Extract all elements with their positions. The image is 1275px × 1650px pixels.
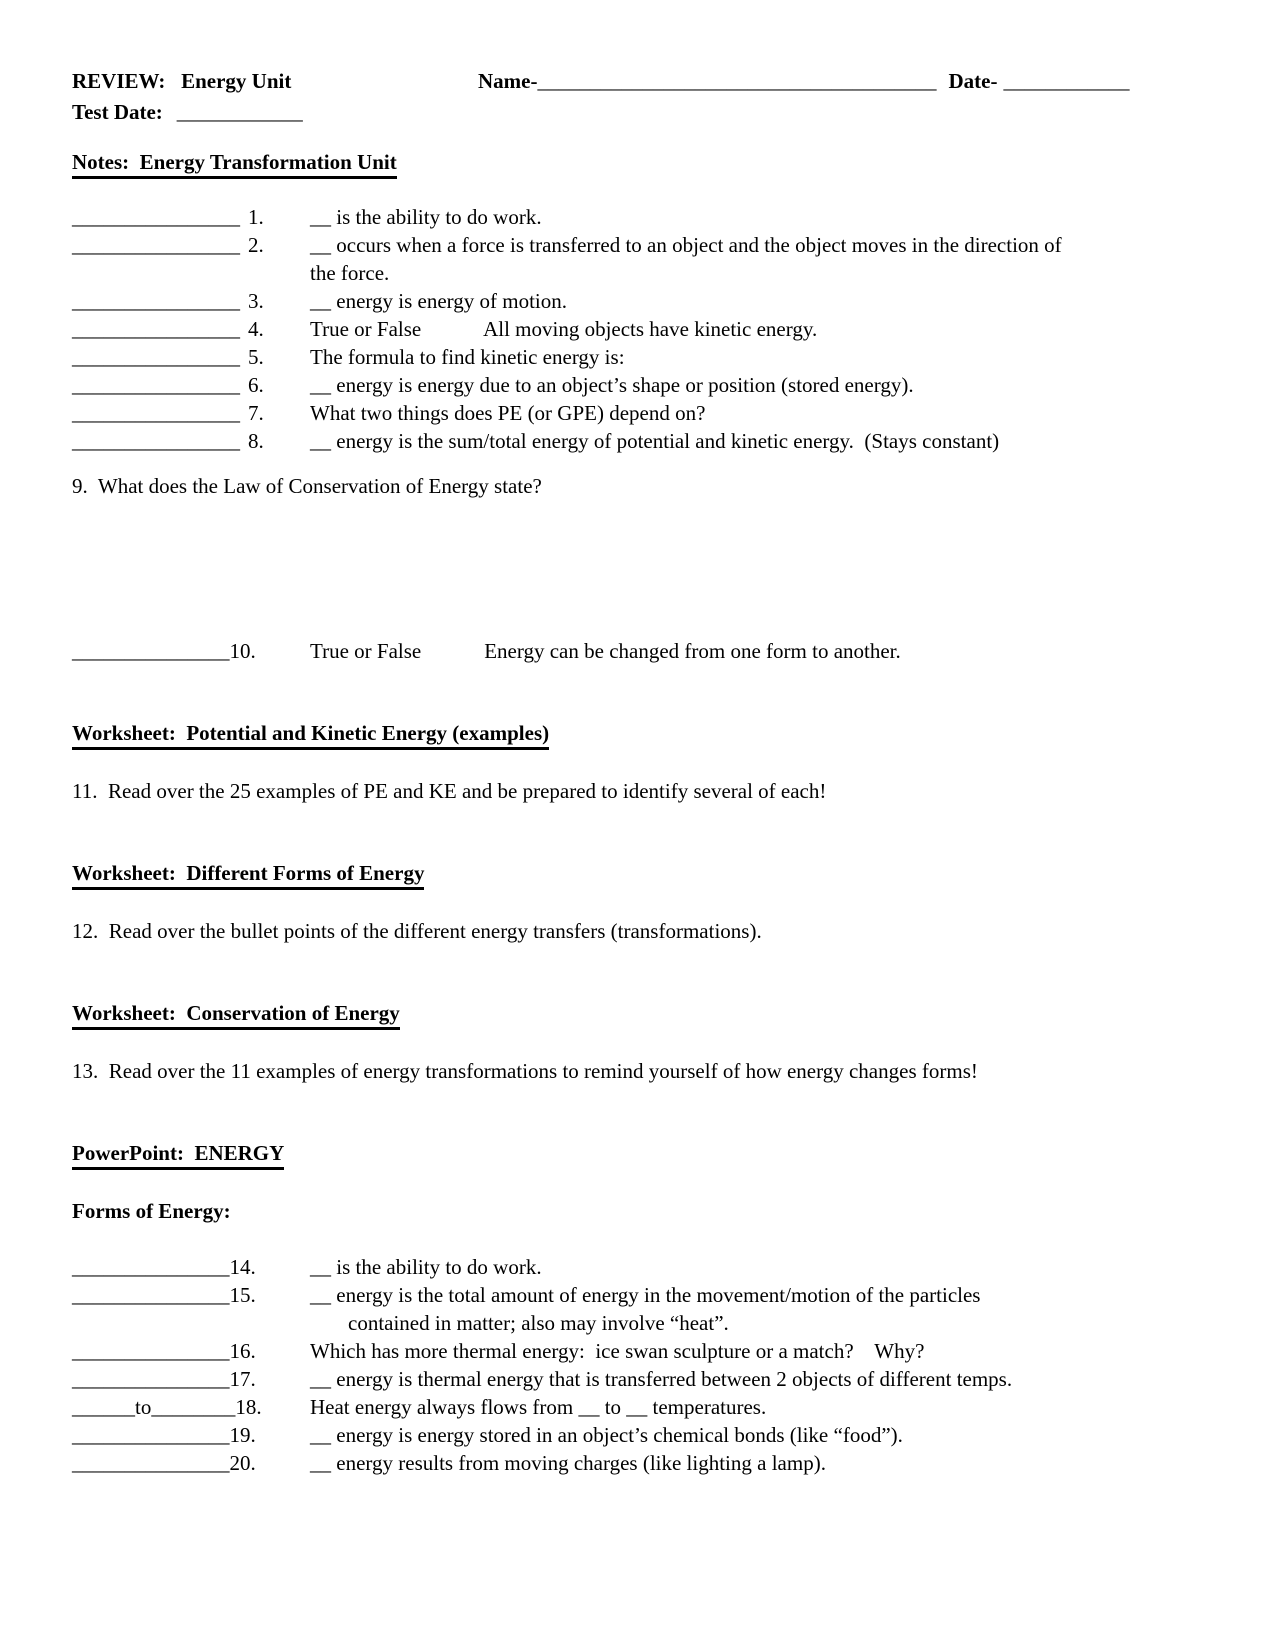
answer-blank: _______________ (72, 1283, 230, 1307)
answer-area (72, 1337, 310, 1365)
question-item-16 (72, 1337, 1245, 1365)
answer-area (72, 343, 310, 371)
question-text (310, 1281, 1245, 1337)
answer-area (72, 1365, 310, 1393)
question-item-13: 13. Read over the 11 examples of energy transformations to remind yourself of how energy changes forms! (72, 1059, 978, 1083)
question-item-3 (72, 287, 1245, 315)
answer-blank: ______to________ (72, 1395, 236, 1419)
question-number: 16. (229, 1339, 256, 1363)
question-number: 15. (229, 1283, 256, 1307)
doc-title: REVIEW: Energy Unit (72, 69, 292, 93)
section-heading-potential-kinetic (72, 719, 1245, 750)
question-text-line: __ occurs when a force is transferred to an object and the object moves in the direction of (310, 233, 1062, 257)
question-item-11: 11. Read over the 25 examples of PE and KE and be prepared to identify several of each! (72, 779, 827, 803)
answer-blank: _______________ (72, 1255, 230, 1279)
answer-blank: ________________ (72, 373, 240, 397)
test-date-label: Test Date: (72, 100, 163, 124)
answer-area (72, 371, 310, 399)
name-blank: ______________________________________ (537, 69, 937, 93)
question-number: 7. (248, 401, 264, 425)
question-text-line-2: contained in matter; also may involve “heat”. (348, 1311, 729, 1335)
answer-area (72, 399, 310, 427)
question-text (310, 287, 1245, 315)
answer-area (72, 1253, 310, 1281)
section-heading-text: Worksheet: Conservation of Energy (72, 999, 400, 1030)
question-text (310, 371, 1245, 399)
answer-area (72, 1449, 310, 1477)
answer-blank: ________________ (72, 289, 240, 313)
answer-area (72, 231, 310, 287)
answer-blank: ________________ (72, 429, 240, 453)
forms-of-energy-heading: Forms of Energy: (72, 1199, 231, 1223)
section-heading-conservation (72, 999, 1245, 1030)
question-text-line: __ energy is the sum/total energy of potential and kinetic energy. (Stays constant) (310, 429, 1000, 453)
question-item-14 (72, 1253, 1245, 1281)
section-heading-text: PowerPoint: ENERGY (72, 1139, 284, 1170)
question-text-line: __ energy is energy stored in an object’s chemical bonds (like “food”). (310, 1423, 903, 1447)
question-text-line: True or False All moving objects have kinetic energy. (310, 317, 818, 341)
question-text (310, 315, 1245, 343)
question-item-7 (72, 399, 1245, 427)
question-text (310, 637, 1245, 665)
question-text (310, 1449, 1245, 1477)
question-number: 18. (235, 1395, 262, 1419)
question-number: 5. (248, 345, 264, 369)
question-item-1 (72, 203, 1245, 231)
answer-blank: _______________ (72, 1451, 230, 1475)
question-item-10 (72, 637, 1245, 665)
answer-area (72, 203, 310, 231)
section-heading-different-forms (72, 859, 1245, 890)
section-heading-text: Worksheet: Different Forms of Energy (72, 859, 424, 890)
forms-question-list (72, 1253, 1245, 1477)
question-text (310, 1253, 1245, 1281)
question-text-line: __ energy is thermal energy that is transferred between 2 objects of different temps. (310, 1367, 1013, 1391)
section-heading-text: Worksheet: Potential and Kinetic Energy (examples) (72, 719, 549, 750)
date-label: Date- (948, 69, 998, 93)
answer-blank: ________________ (72, 345, 240, 369)
answer-area (72, 287, 310, 315)
question-text-line-2: the force. (310, 261, 390, 285)
question-text-line: __ is the ability to do work. (310, 205, 542, 229)
question-item-19 (72, 1421, 1245, 1449)
test-date-row (72, 97, 1245, 128)
name-label: Name- (478, 69, 538, 93)
question-item-5 (72, 343, 1245, 371)
notes-heading-text: Notes: Energy Transformation Unit (72, 148, 397, 179)
question-text-line: __ energy is energy of motion. (310, 289, 568, 313)
question-item-20 (72, 1449, 1245, 1477)
question-item-6 (72, 371, 1245, 399)
answer-blank: _______________ (72, 1423, 230, 1447)
answer-blank: _______________ (72, 1367, 230, 1391)
answer-area (72, 637, 310, 665)
answer-blank: _______________ (72, 639, 230, 663)
header-row (72, 66, 1245, 97)
answer-area (72, 315, 310, 343)
question-text (310, 427, 1245, 455)
question-text-line: True or False Energy can be changed from one form to another. (310, 639, 901, 663)
question-text (310, 343, 1245, 371)
question-number: 17. (229, 1367, 256, 1391)
notes-question-list (72, 203, 1245, 455)
question-text-line: What two things does PE (or GPE) depend on? (310, 401, 706, 425)
question-text-line: Which has more thermal energy: ice swan sculpture or a match? Why? (310, 1339, 925, 1363)
question-text-line: __ energy is the total amount of energy in the movement/motion of the particles (310, 1283, 981, 1307)
question-item-2 (72, 231, 1245, 287)
question-number: 10. (229, 639, 256, 663)
answer-area (72, 1421, 310, 1449)
question-text-line: Heat energy always flows from __ to __ temperatures. (310, 1395, 767, 1419)
answer-blank: ________________ (72, 233, 240, 257)
question-number: 2. (248, 233, 264, 257)
question-number: 4. (248, 317, 264, 341)
question-item-18 (72, 1393, 1245, 1421)
question-number: 6. (248, 373, 264, 397)
answer-area (72, 427, 310, 455)
question-item-15 (72, 1281, 1245, 1337)
test-date-blank: ____________ (176, 100, 303, 124)
question-number: 19. (229, 1423, 256, 1447)
question-text (310, 1365, 1245, 1393)
question-number: 8. (248, 429, 264, 453)
question-text-line: __ energy results from moving charges (like lighting a lamp). (310, 1451, 826, 1475)
question-text (310, 203, 1245, 231)
question-text (310, 1337, 1245, 1365)
question-item-9: 9. What does the Law of Conservation of Energy state? (72, 474, 542, 498)
question-item-8 (72, 427, 1245, 455)
question-text-line: The formula to find kinetic energy is: (310, 345, 625, 369)
question-number: 3. (248, 289, 264, 313)
section-heading-powerpoint (72, 1139, 1245, 1170)
question-item-12: 12. Read over the bullet points of the different energy transfers (transformations). (72, 919, 762, 943)
answer-area (72, 1393, 310, 1421)
answer-blank: _______________ (72, 1339, 230, 1363)
question-text (310, 1393, 1245, 1421)
answer-area (72, 1281, 310, 1337)
question-text (310, 399, 1245, 427)
question-text (310, 231, 1245, 287)
answer-blank: ________________ (72, 205, 240, 229)
question-item-4 (72, 315, 1245, 343)
question-text-line: __ energy is energy due to an object’s shape or position (stored energy). (310, 373, 914, 397)
notes-section-heading (72, 148, 1245, 179)
question-number: 1. (248, 205, 264, 229)
date-blank: ____________ (1003, 69, 1130, 93)
question-text (310, 1421, 1245, 1449)
question-item-17 (72, 1365, 1245, 1393)
question-number: 14. (229, 1255, 256, 1279)
answer-blank: ________________ (72, 401, 240, 425)
question-number: 20. (229, 1451, 256, 1475)
answer-blank: ________________ (72, 317, 240, 341)
question-text-line: __ is the ability to do work. (310, 1255, 542, 1279)
